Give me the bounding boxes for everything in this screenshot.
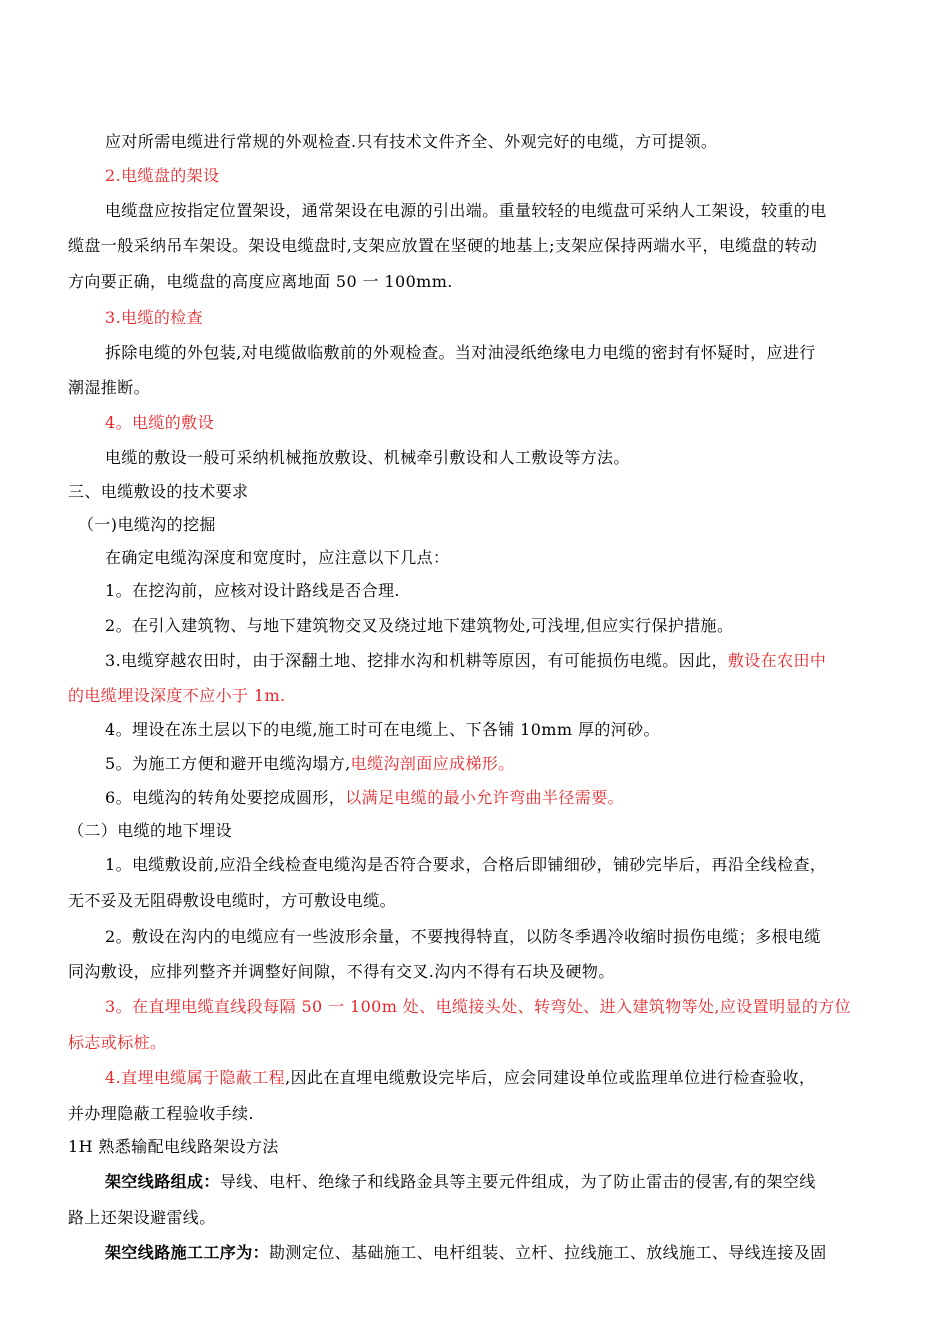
paragraph-line: 无不妥及无阻碍敷设电缆时，方可敷设电缆。 [68, 891, 397, 910]
paragraph-line: 潮湿推断。 [68, 378, 151, 397]
list-item [105, 1068, 815, 1088]
paragraph-line: 缆盘一般采纳吊车架设。架设电缆盘时,支架应放置在坚硬的地基上;支架应保持两端水平，电缆盘的转动 [68, 236, 818, 255]
paragraph-text: 导线、电杆、绝缘子和线路金具等主要元件组成，为了防止雷击的侵害,有的架空线 [219, 1172, 816, 1191]
chapter-heading: 三、电缆敷设的技术要求 [68, 482, 249, 501]
highlighted-line: 标志或标桩。 [68, 1033, 167, 1052]
list-item: 2。在引入建筑物、与地下建筑物交叉及绕过地下建筑物处,可浅埋,但应实行保护措施。 [105, 616, 734, 635]
paragraph-line: 电缆盘应按指定位置架设，通常架设在电源的引出端。重量较轻的电缆盘可采纳人工架设，较重的电 [105, 201, 827, 220]
bold-term: 架空线路组成： [105, 1172, 220, 1191]
list-item-text: ,因此在直埋电缆敷设完毕后，应会同建设单位或监理单位进行检查验收， [285, 1068, 816, 1087]
list-item: 4。埋设在冻土层以下的电缆,施工时可在电缆上、下各铺 10mm 厚的河砂。 [105, 720, 660, 739]
bold-term: 架空线路施工工序为： [105, 1243, 270, 1262]
list-item: 1。电缆敷设前,应沿全线检查电缆沟是否符合要求，合格后即铺细砂，铺砂完毕后，再沿全线检查， [105, 855, 827, 874]
highlighted-text: 敷设在农田中 [727, 651, 827, 670]
paragraph-line [105, 1172, 816, 1192]
list-item-text: 3.电缆穿越农田时，由于深翻土地、挖排水沟和机耕等原因，有可能损伤电缆。因此， [105, 651, 728, 670]
list-item: 2。敷设在沟内的电缆应有一些波形余量，不要拽得特直，以防冬季遇冷收缩时损伤电缆；多根电缆 [105, 927, 821, 946]
section-heading: 3.电缆的检查 [105, 308, 204, 327]
highlighted-line: 3。在直埋电缆直线段每隔 50 一 100m 处、电缆接头处、转弯处、进入建筑物等处,应设置明显的方位 [105, 997, 852, 1016]
highlighted-text: 电缆沟剖面应成梯形。 [350, 754, 515, 773]
paragraph-line: 路上还架设避雷线。 [68, 1208, 216, 1227]
list-item [105, 788, 624, 808]
paragraph-line: 在确定电缆沟深度和宽度时，应注意以下几点： [105, 548, 450, 567]
paragraph-line: 电缆的敷设一般可采纳机械拖放敷设、机械牵引敷设和人工敷设等方法。 [105, 448, 630, 467]
list-item: 1。在挖沟前，应核对设计路线是否合理. [105, 581, 400, 600]
paragraph-line: 拆除电缆的外包装,对电缆做临敷前的外观检查。当对油浸纸绝缘电力电缆的密封有怀疑时，应进行 [105, 343, 816, 362]
list-item-text: 6。电缆沟的转角处要挖成圆形， [105, 788, 346, 807]
paragraph-line: 同沟敷设，应排列整齐并调整好间隙，不得有交叉.沟内不得有石块及硬物。 [68, 962, 615, 981]
section-heading: 2.电缆盘的架设 [105, 166, 220, 185]
list-item-text: 5。为施工方便和避开电缆沟塌方, [105, 754, 351, 773]
list-item [105, 651, 826, 671]
paragraph-line [105, 1243, 827, 1263]
highlighted-text: 4.直埋电缆属于隐蔽工程 [105, 1068, 286, 1087]
subsection-heading: （二）电缆的地下埋设 [68, 821, 233, 840]
paragraph-line: 方向要正确，电缆盘的高度应离地面 50 一 100mm. [68, 272, 453, 291]
paragraph-line: 应对所需电缆进行常规的外观检查.只有技术文件齐全、外观完好的电缆，方可提领。 [105, 132, 718, 151]
paragraph-text: 勘测定位、基础施工、电杆组装、立杆、拉线施工、放线施工、导线连接及固 [269, 1243, 827, 1262]
highlighted-text: 以满足电缆的最小允许弯曲半径需要。 [345, 788, 624, 807]
paragraph-line: 并办理隐蔽工程验收手续. [68, 1104, 254, 1123]
subsection-heading: （一)电缆沟的挖掘 [78, 515, 216, 534]
section-heading: 4。电缆的敷设 [105, 413, 214, 432]
list-item [105, 754, 515, 774]
chapter-heading: 1H 熟悉输配电线路架设方法 [68, 1137, 279, 1156]
highlighted-line: 的电缆埋设深度不应小于 1m. [68, 686, 286, 705]
